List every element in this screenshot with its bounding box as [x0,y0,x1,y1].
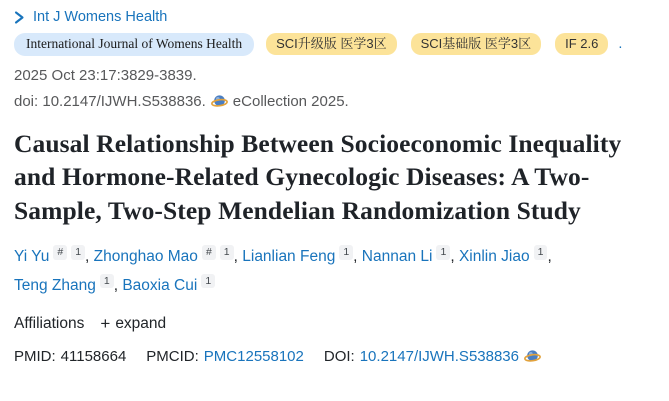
badges-row [14,33,655,56]
identifiers-row [14,348,655,365]
author-link[interactable]: Lianlian Feng [242,248,336,266]
author [242,248,353,265]
journal-rank-badge: IF 2.6 [555,33,608,55]
affiliation-number-badge[interactable]: 1 [100,274,114,289]
pmcid-link[interactable]: PMC12558102 [203,347,304,365]
author-link[interactable]: Xinlin Jiao [458,248,530,266]
author-link[interactable]: Teng Zhang [14,276,96,294]
author-separator: , [113,276,123,294]
affiliation-number-badge[interactable]: 1 [534,245,548,260]
author [459,248,548,265]
journal-rank-badge: SCI基础版 医学3区 [411,33,542,55]
pmid-group [14,348,126,365]
author-link[interactable]: Baoxia Cui [122,276,198,294]
citation-period: . [618,36,623,53]
doi-text: doi: 10.2147/IJWH.S538836. [14,92,206,110]
affiliation-number-badge[interactable]: 1 [436,245,450,260]
author-list [14,243,654,300]
journal-link[interactable]: Int J Womens Health [33,9,168,25]
author-separator: , [450,248,459,266]
author [362,248,451,265]
doi-label: DOI: [323,347,355,365]
publisher-planet-icon[interactable] [524,349,541,364]
ecollection-text: eCollection 2025. [232,92,349,110]
affiliation-number-badge[interactable]: 1 [201,274,215,289]
author-separator: , [547,248,552,266]
journal-fullname-badge: International Journal of Womens Health [14,33,254,56]
affiliations-expand-button[interactable] [100,315,166,333]
journal-row [14,9,655,25]
journal-rank-badge: SCI升级版 医学3区 [266,33,397,55]
pmid-label: PMID: [14,347,56,365]
citation-date: 2025 Oct 23:17:3829-3839. [14,66,197,84]
author-link[interactable]: Nannan Li [361,248,433,266]
affiliations-row [14,315,655,333]
publisher-planet-icon[interactable] [211,94,228,109]
affiliations-label: Affiliations [14,314,85,332]
affiliation-number-badge[interactable]: 1 [71,245,85,260]
author [94,248,234,265]
doi-link[interactable]: 10.2147/IJWH.S538836 [359,347,519,365]
affiliation-number-badge[interactable]: 1 [220,245,234,260]
author [14,248,85,265]
plus-icon: + [100,314,111,334]
rank-badges [266,33,608,55]
author-separator: , [353,248,362,266]
pmcid-group [146,348,304,365]
author-link[interactable]: Yi Yu [14,248,50,266]
author [122,274,215,294]
pmid-value: 41158664 [60,347,127,365]
author-separator: , [233,248,243,266]
chevron-right-icon[interactable] [14,11,25,24]
doi-group [324,348,541,365]
article-title: Causal Relationship Between Socioeconomic Inequality and Hormone-Related Gynecologic Diseases: A Two-Sample, Two-Step Mendelian Randomization Study [14,128,622,226]
doi-line [14,93,655,110]
affiliation-number-badge[interactable]: 1 [339,245,353,260]
equal-contribution-badge[interactable]: # [202,245,216,260]
author-separator: , [85,248,94,266]
pmcid-label: PMCID: [146,347,199,365]
author [14,274,114,294]
equal-contribution-badge[interactable]: # [53,245,67,260]
expand-label: expand [115,314,167,332]
author-link[interactable]: Zhonghao Mao [93,248,198,266]
